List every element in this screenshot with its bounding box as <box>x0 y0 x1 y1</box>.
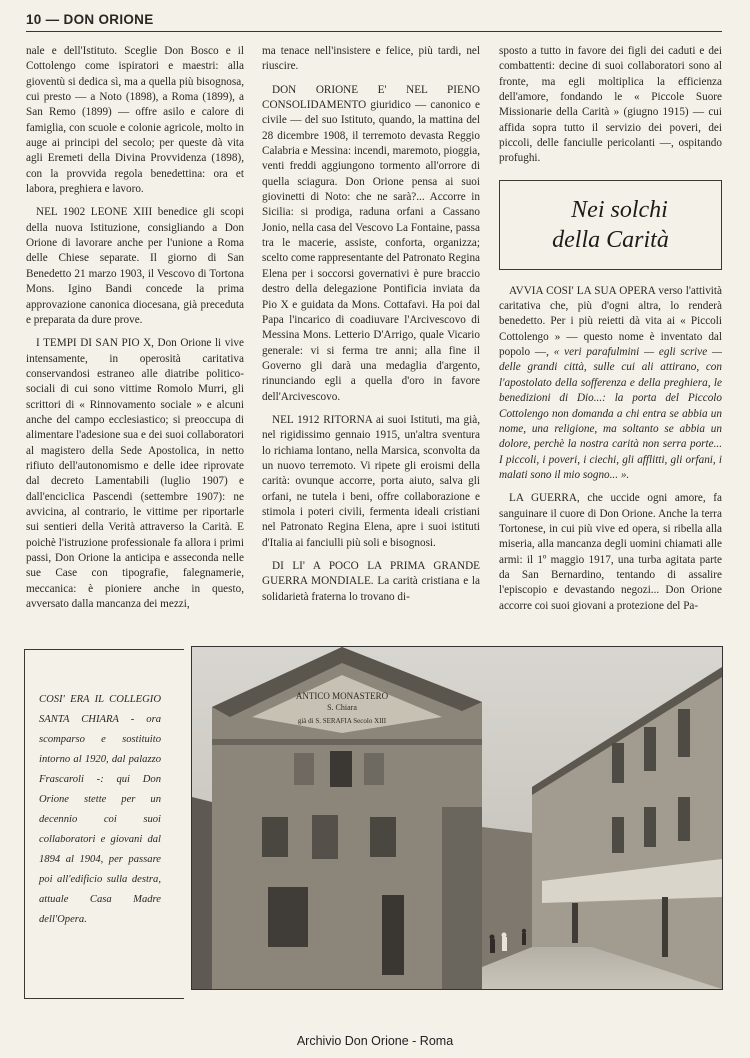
quote-text: « veri parafulmini — egli scrive — delle grandi città, sulle cui ali attirano, con l'apostolato della sofferenza e della preghiera, le benedizioni di Dio...: la porta del Piccolo Cottolengo non domanda a chi entra se abbia un nome, una religione, ma soltanto se abbia un dolore, perchè la nostra carità non serra porte... I piccoli, i poveri, i ciechi, gli afflitti, gli orfani, i malati sono il mio sogno... ». <box>499 346 722 481</box>
paragraph: LA GUERRA, che uccide ogni amore, fa sanguinare il cuore di Don Orione. Anche la terra Tortonese, in cui più vive ed opera, si ribella alla miseria, alla mancanza degli uomini chiamati alle armi: il 1º maggio 1917, una turba agitata parte da San Bernardino, tentando di assalire l'episcopio e devastando negozi... Don Orione accorre coi suoi giovani a protezione del Pa- <box>499 492 722 612</box>
page-header: 10 — DON ORIONE <box>26 12 154 27</box>
paragraph: NEL 1912 RITORNA ai suoi Istituti, ma già, nel rigidissimo gennaio 1915, un'altra sventura lo richiama lontano, nella Marsica, sconvolta da un nuovo terremoto. Vi ripete gli eroismi della carità: ovunque accorre, porta aiuto, salva gli orfani, ne tutela i beni, offre collaborazione e stimola i poteri civili, fermenta ideali cristiani nel Patronato Regina Elena, apre i suoi istituti d'Italia ai fanciulli più soli e bisognosi. <box>262 413 480 549</box>
sign-text: S. Chiara <box>327 703 357 712</box>
section-title-line: della Carità <box>552 226 669 253</box>
paragraph-text: AVVIA COSI' LA SUA OPERA verso l'attività caritativa che, più d'ogni altra, lo renderà benedetto. Per i più reietti dà vita ai « Piccoli Cottolengo » — questo nome è inventato dal popolo —, <box>499 284 722 359</box>
section-title-line: Nei solchi <box>571 196 668 223</box>
paragraph: DI LI' A POCO LA PRIMA GRANDE GUERRA MONDIALE. La carità cristiana e la solidarietà fraterna lo trovano di- <box>262 560 480 603</box>
photo-caption-box <box>24 649 184 999</box>
paragraph: DON ORIONE E' NEL PIENO CONSOLIDAMENTO giuridico — canonico e civile — del suo Istituto, quando, la mattina del 28 dicembre 1908, il terremoto devasta Reggio Calabria e Messina: incendi, maremoto, pioggia, venti freddi aggiungono tormento all'orrore di quella sciagura. Don Orione pensa ai suoi giovinetti di Noto: che ne sarà?... Accorre in Sicilia: si prodiga, raduna orfani a Cassano Jonio, nella casa del Vescovo La Fontaine, passa tra le macerie, assiste, conforta, organizza; scelto come rappresentante del Patronato Regina Elena per i soccorsi governativi è pure braccio destro della delegazione Pontificia inviata da Pio X e guidata da Mons. Cottafavi. Ha poi dal Papa l'incarico di coadiuvare l'Arcivescovo di Messina Mons. Letterio D'Arrigo, quale Vicario generale: vi si ferma tre anni; alla fine il Governo gli darà una medaglia d'argento, rinunciando egli a quella d'oro in favore dell'Arcivescovo. <box>262 83 480 403</box>
sign-text: ANTICO MONASTERO <box>295 691 389 701</box>
paragraph: I TEMPI DI SAN PIO X, Don Orione li vive intensamente, in operosità caritativa conservandosi estraneo alle diatribe politico-sociali di cui sono vittime Romolo Murri, gli scrittori di « Rinnovamento sociale » e alcuni anche del campo ecclesiastico; si preoccupa di alimentare l'adesione sua e dei suoi collaboratori al magistero della Sede Apostolica, in netto rifiuto dell'autonomismo e delle idee riprovate dal decreto Lamentabili (luglio 1907) e dall'enciclica Pascendi (settembre 1907): ne avvicina, al contrario, le vittime per riportarle sui sentieri della Verità attraverso la Carità. E poichè l'istruzione professionale fa allora i primi passi, Don Orione la anticipa e asseconda nelle sue Case con tipografie, falegnamerie, meccanica: è pioniere anche in questo, avversato dalla mancanza dei mezzi, <box>26 337 244 611</box>
historic-photo <box>191 646 723 990</box>
archive-credit: Archivio Don Orione - Roma <box>296 1034 454 1048</box>
text-column-2 <box>262 44 480 613</box>
paragraph: ma tenace nell'insistere e felice, più tardi, nel riuscire. <box>262 45 480 73</box>
section-title-box <box>499 180 722 270</box>
paragraph <box>499 284 722 483</box>
paragraph: NEL 1902 LEONE XIII benedice gli scopi della nuova Istituzione, consigliando a Don Orione di lavorare anche per l'unione a Roma delle Chiese separate. Il giorno di San Benedetto 21 marzo 1903, il Vescovo di Tortona Mons. Igino Bandi concede la prima approvazione canonica diocesana, già preceduta e preparata da dure prove. <box>26 206 244 326</box>
text-column-3 <box>499 44 722 622</box>
sign-text: già di S. SERAFIA Secolo XIII <box>297 717 387 725</box>
header-rule <box>26 31 722 32</box>
text-column-1 <box>26 44 244 620</box>
paragraph: nale e dell'Istituto. Sceglie Don Bosco e il Cottolengo come ispiratori e maestri: alla gioventù si dedica sì, ma a quella più bisognosa, cui presto — a Noto (1898), a Roma (1899), a San Remo (1899) — offre asilo e calore di famiglia, con scuole e colonie agricole, molto in auge ai principi del secolo; per queste dà vita agli Eremeti della Divina Provvidenza (1898), con la provvida regola benedettina: ora et labora, preghiera e lavoro. <box>26 45 244 196</box>
photo-caption: COSI' ERA IL COLLEGIO SANTA CHIARA - ora scomparso e sostituito intorno al 1920, dal palazzo Frascaroli -: qui Don Orione stette per un decennio coi suoi collaboratori e giovani dal 1894 al 1904, per passare poi all'edificio sulla destra, attuale Casa Madre dell'Opera. <box>39 694 161 925</box>
paragraph: sposto a tutto in favore dei figli dei caduti e dei combattenti: decine di suoi collaboratori sono al fronte, ma egli moltiplica la efficienza dell'amore, fondando le « Piccole Suore Missionarie della Carità » (giugno 1915) — cui affida sopra tutto il servizio dei poveri, dei piccoli, delle fanciulle pericolanti —, ospitando profughi. <box>499 45 722 165</box>
